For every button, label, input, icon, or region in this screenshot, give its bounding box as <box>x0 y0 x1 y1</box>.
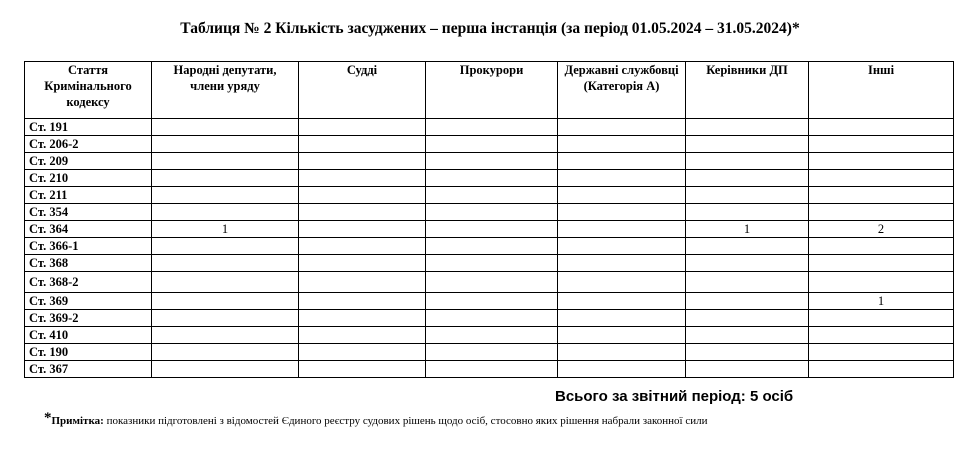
count-cell <box>152 136 299 153</box>
count-cell <box>686 204 809 221</box>
count-cell <box>686 136 809 153</box>
table-row <box>25 327 954 344</box>
count-cell <box>558 327 686 344</box>
count-cell <box>426 187 558 204</box>
article-cell: Ст. 211 <box>25 187 152 204</box>
count-cell <box>558 136 686 153</box>
count-cell <box>426 272 558 293</box>
count-cell <box>809 310 954 327</box>
count-cell <box>299 153 426 170</box>
article-cell: Ст. 369-2 <box>25 310 152 327</box>
table-row <box>25 136 954 153</box>
table-row <box>25 238 954 255</box>
count-cell <box>426 255 558 272</box>
count-cell <box>809 170 954 187</box>
count-cell <box>809 136 954 153</box>
header-cell: Судді <box>299 62 426 119</box>
table-row <box>25 170 954 187</box>
count-cell <box>152 293 299 310</box>
count-cell <box>558 293 686 310</box>
count-cell <box>152 204 299 221</box>
count-cell <box>152 361 299 378</box>
count-cell: 2 <box>809 221 954 238</box>
count-cell <box>299 293 426 310</box>
count-cell <box>426 119 558 136</box>
count-cell <box>426 170 558 187</box>
count-cell <box>426 238 558 255</box>
count-cell <box>809 272 954 293</box>
article-cell: Ст. 367 <box>25 361 152 378</box>
count-cell <box>686 272 809 293</box>
table-row <box>25 255 954 272</box>
period-total: Всього за звітний період: 5 осіб <box>555 388 794 405</box>
table-row <box>25 310 954 327</box>
count-cell <box>426 293 558 310</box>
count-cell <box>558 344 686 361</box>
footnote <box>44 410 707 427</box>
article-cell: Ст. 368 <box>25 255 152 272</box>
count-cell <box>558 153 686 170</box>
header-cell: Прокурори <box>426 62 558 119</box>
article-cell: Ст. 209 <box>25 153 152 170</box>
header-cell: Інші <box>809 62 954 119</box>
count-cell <box>299 327 426 344</box>
count-cell <box>558 310 686 327</box>
count-cell <box>686 187 809 204</box>
count-cell <box>558 204 686 221</box>
count-cell: 1 <box>152 221 299 238</box>
count-cell <box>686 170 809 187</box>
count-cell <box>686 327 809 344</box>
count-cell: 1 <box>809 293 954 310</box>
count-cell <box>152 327 299 344</box>
count-cell <box>299 187 426 204</box>
header-cell: Державні службовці (Категорія А) <box>558 62 686 119</box>
count-cell <box>152 238 299 255</box>
table-row <box>25 187 954 204</box>
count-cell <box>426 153 558 170</box>
table-row <box>25 119 954 136</box>
article-cell: Ст. 206-2 <box>25 136 152 153</box>
count-cell <box>809 344 954 361</box>
table-row <box>25 204 954 221</box>
count-cell <box>558 361 686 378</box>
table-row <box>25 272 954 293</box>
count-cell <box>299 204 426 221</box>
count-cell <box>299 255 426 272</box>
footnote-asterisk: * <box>44 410 52 426</box>
count-cell <box>152 310 299 327</box>
count-cell <box>152 272 299 293</box>
count-cell <box>299 344 426 361</box>
count-cell <box>558 255 686 272</box>
count-cell <box>809 255 954 272</box>
convictions-table <box>24 61 954 378</box>
count-cell <box>686 361 809 378</box>
count-cell <box>299 170 426 187</box>
header-cell: Стаття Кримінального кодексу <box>25 62 152 119</box>
table-title: Таблиця № 2 Кількість засуджених – перша інстанція (за період 01.05.2024 – 31.05.2024)* <box>180 20 800 37</box>
count-cell <box>426 327 558 344</box>
header-row <box>25 62 954 119</box>
count-cell <box>809 153 954 170</box>
count-cell <box>426 344 558 361</box>
article-cell: Ст. 364 <box>25 221 152 238</box>
count-cell <box>299 361 426 378</box>
count-cell <box>152 255 299 272</box>
count-cell <box>152 344 299 361</box>
count-cell <box>426 204 558 221</box>
footnote-text: показники підготовлені з відомостей Єдиного реєстру судових рішень щодо осіб, стосовно яких рішення набрали законної сили <box>103 415 708 427</box>
article-cell: Ст. 369 <box>25 293 152 310</box>
count-cell <box>299 272 426 293</box>
count-cell <box>152 119 299 136</box>
count-cell <box>686 310 809 327</box>
header-cell: Народні депутати, члени уряду <box>152 62 299 119</box>
count-cell <box>558 272 686 293</box>
article-cell: Ст. 410 <box>25 327 152 344</box>
count-cell <box>426 310 558 327</box>
count-cell <box>558 119 686 136</box>
table-row <box>25 344 954 361</box>
count-cell <box>152 170 299 187</box>
count-cell: 1 <box>686 221 809 238</box>
count-cell <box>152 153 299 170</box>
article-cell: Ст. 354 <box>25 204 152 221</box>
count-cell <box>809 187 954 204</box>
count-cell <box>558 187 686 204</box>
count-cell <box>299 119 426 136</box>
count-cell <box>299 238 426 255</box>
count-cell <box>299 136 426 153</box>
count-cell <box>426 136 558 153</box>
count-cell <box>809 238 954 255</box>
count-cell <box>152 187 299 204</box>
count-cell <box>809 327 954 344</box>
count-cell <box>686 344 809 361</box>
count-cell <box>686 153 809 170</box>
count-cell <box>686 255 809 272</box>
count-cell <box>299 310 426 327</box>
count-cell <box>426 221 558 238</box>
count-cell <box>426 361 558 378</box>
count-cell <box>558 221 686 238</box>
footnote-label: Примітка: <box>51 415 104 427</box>
count-cell <box>558 238 686 255</box>
article-cell: Ст. 366-1 <box>25 238 152 255</box>
count-cell <box>686 238 809 255</box>
header-cell: Керівники ДП <box>686 62 809 119</box>
count-cell <box>809 204 954 221</box>
article-cell: Ст. 191 <box>25 119 152 136</box>
table-row <box>25 361 954 378</box>
article-cell: Ст. 210 <box>25 170 152 187</box>
article-cell: Ст. 368-2 <box>25 272 152 293</box>
article-cell: Ст. 190 <box>25 344 152 361</box>
count-cell <box>299 221 426 238</box>
count-cell <box>809 119 954 136</box>
count-cell <box>686 293 809 310</box>
table-row <box>25 221 954 238</box>
count-cell <box>809 361 954 378</box>
count-cell <box>686 119 809 136</box>
count-cell <box>558 170 686 187</box>
table-row <box>25 293 954 310</box>
table-row <box>25 153 954 170</box>
